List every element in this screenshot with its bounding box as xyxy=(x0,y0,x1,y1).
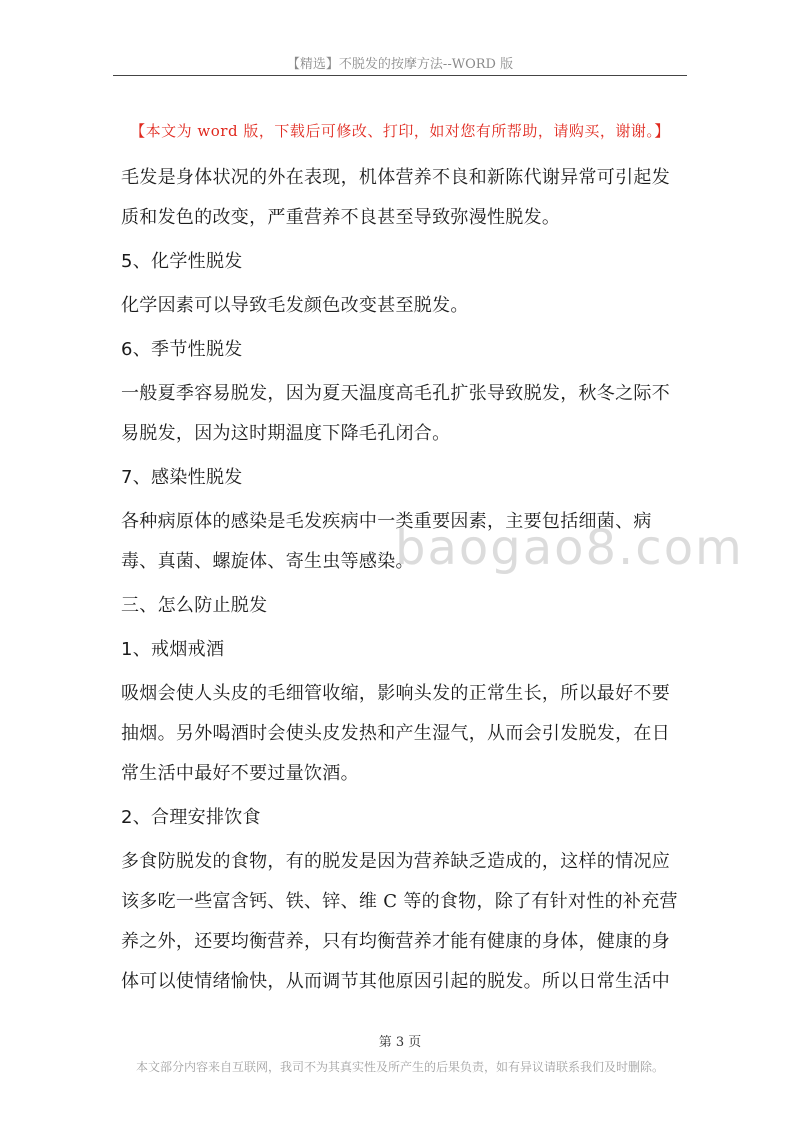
section-heading: 三、怎么防止脱发 xyxy=(121,595,268,616)
page-header: 【精选】不脱发的按摩方法--WORD 版 xyxy=(286,57,514,72)
promo-notice: 【本文为 word 版，下载后可修改、打印，如对您有所帮助，请购买，谢谢。】 xyxy=(130,122,670,140)
footer-disclaimer: 本文部分内容来自互联网，我司不为其真实性及所产生的后果负责，如有异议请联系我们及时删除。 xyxy=(135,1060,664,1074)
paragraph: 各种病原体的感染是毛发疾病中一类重要因素，主要包括细菌、病毒、真菌、螺旋体、寄生虫等感染。 xyxy=(121,511,652,572)
paragraph: 吸烟会使人头皮的毛细管收缩，影响头发的正常生长，所以最好不要抽烟。另外喝酒时会使头皮发热和产生湿气，从而会引发脱发，在日常生活中最好不要过量饮酒。 xyxy=(121,683,670,784)
header-divider xyxy=(113,75,687,76)
paragraph: 化学因素可以导致毛发颜色改变甚至脱发。 xyxy=(121,295,469,316)
section-heading: 7、感染性脱发 xyxy=(121,467,243,488)
paragraph: 毛发是身体状况的外在表现，机体营养不良和新陈代谢异常可引起发质和发色的改变，严重营养不良甚至导致弥漫性脱发。 xyxy=(121,167,670,228)
watermark: baogao8.com xyxy=(395,520,744,576)
section-heading: 1、戒烟戒酒 xyxy=(121,639,225,660)
paragraph: 一般夏季容易脱发，因为夏天温度高毛孔扩张导致脱发，秋冬之际不易脱发，因为这时期温度下降毛孔闭合。 xyxy=(121,383,670,444)
section-heading: 2、合理安排饮食 xyxy=(121,807,261,828)
section-heading: 6、季节性脱发 xyxy=(121,339,243,360)
section-heading: 5、化学性脱发 xyxy=(121,251,243,272)
paragraph: 多食防脱发的食物，有的脱发是因为营养缺乏造成的，这样的情况应该多吃一些富含钙、铁、锌、维 C 等的食物，除了有针对性的补充营养之外，还要均衡营养，只有均衡营养才能有健康的身体，健康的身体可以使情绪愉快，从而调节其他原因引起的脱发。所以日常生活中 xyxy=(121,851,678,992)
page-number: 第 3 页 xyxy=(378,1035,422,1050)
document-body xyxy=(121,158,687,1002)
